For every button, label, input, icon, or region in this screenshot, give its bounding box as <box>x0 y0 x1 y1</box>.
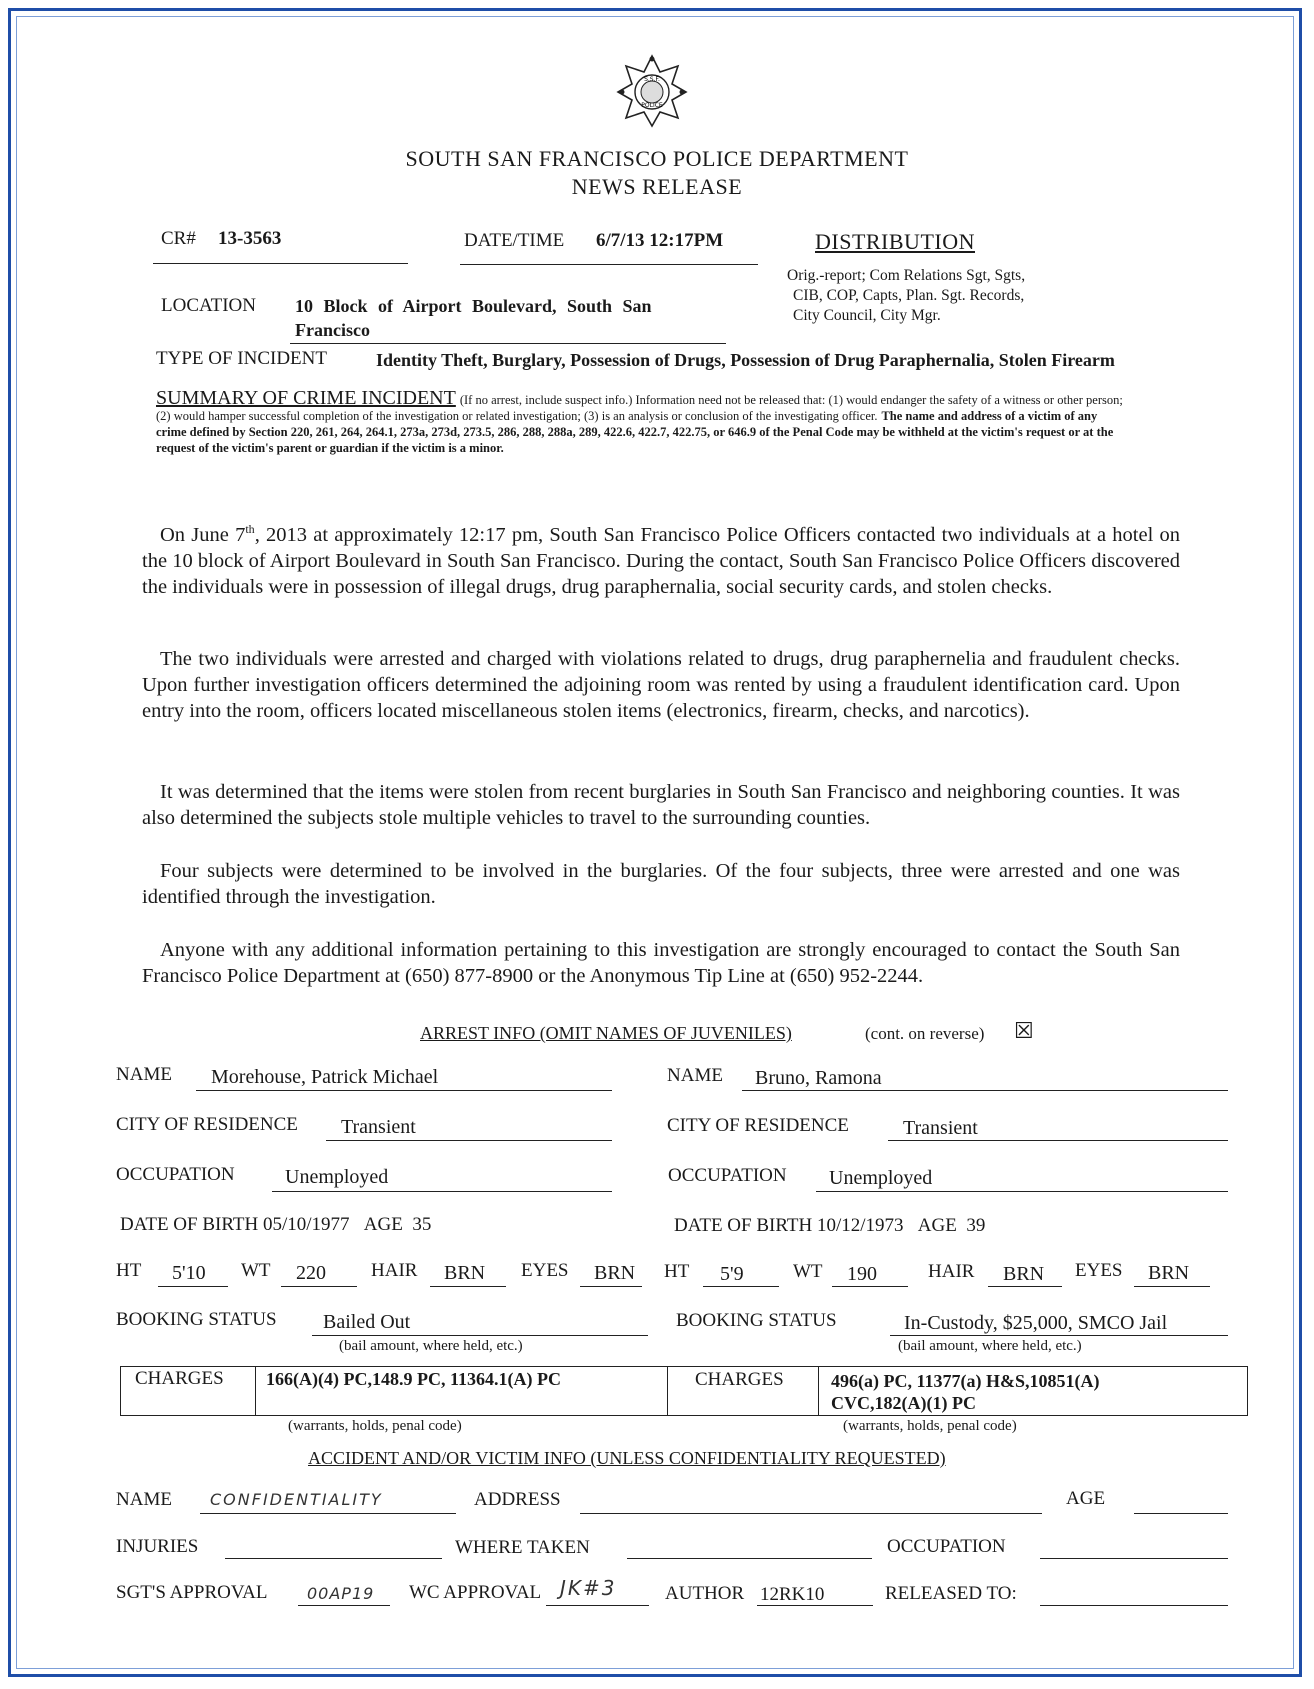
badge-text-bottom: POLICE <box>641 102 663 109</box>
narrative-paragraph-4: Four subjects were determined to be involved in the burglaries. Of the four subjects, three were arrested and one was identified through the investigation. <box>142 860 1180 908</box>
left-hair-value: BRN <box>444 1262 486 1284</box>
distribution-list <box>787 266 1025 326</box>
victim-where-label: WHERE TAKEN <box>455 1537 590 1558</box>
right-dob-value: 10/12/1973 <box>816 1215 904 1236</box>
narrative-paragraph-2: The two individuals were arrested and charged with violations related to drugs, drug paraphernelia and fraudulent checks. Upon further investigation officers determined the adjoining room was rented by using a fraudulent identification card. Upon entry into the room, officers located miscellaneous stolen items (electronics, firearm, checks, and narcotics). <box>142 648 1180 722</box>
arrest-heading: ARREST INFO (OMIT NAMES OF JUVENILES) <box>420 1023 792 1043</box>
badge-text-top: S.S.F. <box>644 76 660 83</box>
incident-label: TYPE OF INCIDENT <box>156 348 327 369</box>
left-wt-value: 220 <box>296 1262 326 1284</box>
distribution-line: Orig.-report; Com Relations Sgt, Sgts, <box>787 267 1026 284</box>
victim-age-label: AGE <box>1066 1488 1106 1509</box>
doc-type-title: NEWS RELEASE <box>571 174 743 199</box>
narrative-paragraph-1: On June 7th, 2013 at approximately 12:17 pm, South San Francisco Police Officers contacted two individuals at a hotel on the 10 block of Airport Boulevard in South San Francisco. During the contact, South San Francisco Police Officers discovered the individuals were in possession of illegal drugs, drug paraphernalia, social security cards, and stolen checks. <box>142 522 1180 598</box>
distribution-line: CIB, COP, Capts, Plan. Sgt. Records, <box>793 287 1025 304</box>
left-name-label: NAME <box>116 1064 172 1085</box>
left-dob-row: DATE OF BIRTH 05/10/1977 AGE 35 <box>120 1214 432 1235</box>
victim-injuries-label: INJURIES <box>116 1536 199 1557</box>
cr-label: CR# <box>161 228 196 249</box>
right-ht-value: 5'9 <box>720 1263 744 1285</box>
summary-note: (If no arrest, include suspect info.) Information need not be released that: (1) would endanger the safety of a witness or other person; (2) would hamper successful completion of the investigation or related investigation; (3) is an analysis or conclusion of the investigating officer. <box>156 393 1123 423</box>
incident-value: Identity Theft, Burglary, Possession of Drugs, Possession of Drug Paraphernalia, Stolen Firearm <box>376 350 1115 370</box>
datetime-label: DATE/TIME <box>464 230 565 251</box>
victim-name-label: NAME <box>116 1489 172 1510</box>
right-charges-value: 496(a) PC, 11377(a) H&S,10851(A) CVC,182(A)(1) PC <box>831 1371 1100 1413</box>
left-booking-value: Bailed Out <box>323 1311 411 1333</box>
right-name-value: Bruno, Ramona <box>755 1067 882 1089</box>
victim-heading: ACCIDENT AND/OR VICTIM INFO (UNLESS CONFIDENTIALITY REQUESTED) <box>308 1448 946 1468</box>
datetime-value: 6/7/13 12:17PM <box>596 230 724 251</box>
left-city-label: CITY OF RESIDENCE <box>116 1114 298 1135</box>
department-title: SOUTH SAN FRANCISCO POLICE DEPARTMENT <box>405 146 909 171</box>
narrative-paragraph-5: Anyone with any additional information pertaining to this investigation are strongly encouraged to contact the South San Francisco Police Department at (650) 877-8900 or the Anonymous Tip Line at (650) 952-2244. <box>142 939 1180 987</box>
left-ht-value: 5'10 <box>172 1262 206 1284</box>
right-charges-label: CHARGES <box>695 1369 784 1390</box>
wc-approval-label: WC APPROVAL <box>409 1582 542 1603</box>
left-name-value: Morehouse, Patrick Michael <box>211 1066 439 1088</box>
right-dob-row: DATE OF BIRTH 10/12/1973 AGE 39 <box>674 1215 986 1236</box>
sgt-approval-value: 00AP19 <box>307 1584 375 1603</box>
location-value-cont: Francisco <box>295 320 370 340</box>
left-dob-value: 05/10/1977 <box>262 1214 350 1235</box>
wc-approval-value: JK#3 <box>560 1576 617 1600</box>
cr-value: 13-3563 <box>218 228 282 249</box>
right-hair-value: BRN <box>1003 1263 1045 1285</box>
summary-note-bold: The name and address of a victim of any crime defined by Section 220, 261, 264, 264.1, 273a, 273d, 273.5, 286, 288, 288a, 289, 422.6, 422.7, 422.75, or 646.9 of the Penal Code may be withheld at the victim's request or at the request of the victim's parent or guardian if the victim is a minor. <box>156 409 1114 455</box>
right-eyes-value: BRN <box>1148 1262 1190 1284</box>
left-charges-value: 166(A)(4) PC,148.9 PC, 11364.1(A) PC <box>266 1369 561 1389</box>
police-star-badge-icon <box>616 54 688 128</box>
victim-address-label: ADDRESS <box>474 1489 561 1510</box>
author-label: AUTHOR <box>665 1583 745 1604</box>
distribution-line: City Council, City Mgr. <box>793 307 941 324</box>
narrative-paragraph-3: It was determined that the items were stolen from recent burglaries in South San Francisco and neighboring counties. It was also determined the subjects stole multiple vehicles to travel to the surrounding counties. <box>142 781 1180 829</box>
victim-occupation-label: OCCUPATION <box>887 1536 1006 1557</box>
victim-name-value: CONFIDENTIALITY <box>210 1490 383 1509</box>
right-city-value: Transient <box>903 1117 978 1139</box>
location-label: LOCATION <box>161 295 256 316</box>
distribution-heading: DISTRIBUTION <box>815 229 975 254</box>
summary-block <box>156 387 1126 456</box>
location-value: 10 Block of Airport Boulevard, South San <box>295 296 652 316</box>
left-occupation-value: Unemployed <box>285 1166 389 1188</box>
left-charges-label: CHARGES <box>135 1368 224 1389</box>
summary-heading: SUMMARY OF CRIME INCIDENT <box>156 387 456 409</box>
arrest-cont-note: (cont. on reverse) <box>865 1024 985 1043</box>
right-booking-value: In-Custody, $25,000, SMCO Jail <box>904 1312 1168 1334</box>
right-occupation-value: Unemployed <box>829 1167 933 1189</box>
left-eyes-value: BRN <box>594 1262 636 1284</box>
left-city-value: Transient <box>341 1116 416 1138</box>
sgt-approval-label: SGT'S APPROVAL <box>116 1582 268 1603</box>
right-wt-value: 190 <box>847 1263 877 1285</box>
left-age-value: 35 <box>412 1214 432 1235</box>
released-to-label: RELEASED TO: <box>885 1583 1017 1604</box>
left-occupation-label: OCCUPATION <box>116 1164 235 1185</box>
checkbox-icon[interactable]: ☒ <box>1014 1018 1034 1043</box>
right-age-value: 39 <box>966 1215 986 1236</box>
author-value: 12RK10 <box>760 1584 825 1605</box>
